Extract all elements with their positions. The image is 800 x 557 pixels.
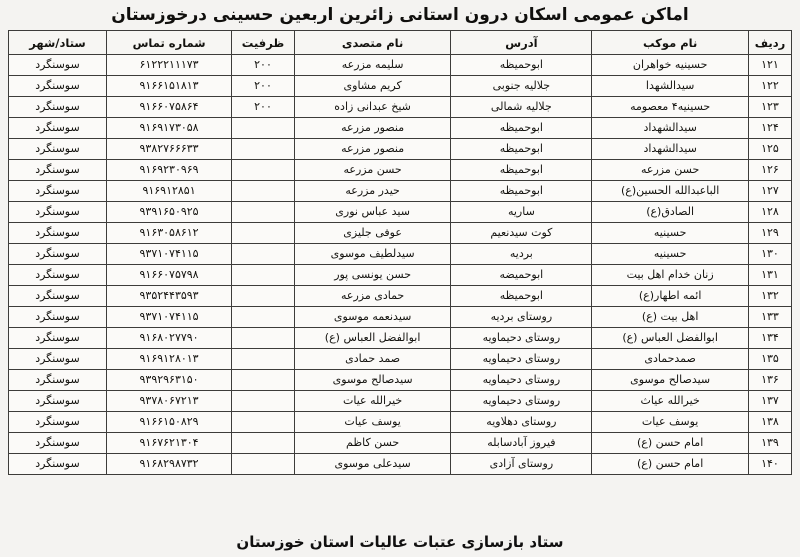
cell-city: سوسنگرد: [9, 307, 107, 328]
cell-manager-name: سیدصالح موسوی: [294, 370, 451, 391]
accommodation-table: [8, 30, 792, 475]
cell-manager-name: منصور مزرعه: [294, 118, 451, 139]
cell-manager-name: حیدر مزرعه: [294, 181, 451, 202]
table-row: [9, 118, 792, 139]
cell-manager-name: منصور مزرعه: [294, 139, 451, 160]
cell-row-number: ۱۲۱: [748, 55, 791, 76]
cell-address: روستای دهلاویه: [451, 412, 592, 433]
cell-phone: ۹۱۶۹۱۲۸۵۱: [106, 181, 231, 202]
cell-phone: ۹۱۶۹۱۷۳۰۵۸: [106, 118, 231, 139]
cell-capacity: [232, 328, 295, 349]
cell-city: سوسنگرد: [9, 286, 107, 307]
cell-address: ابوحمیضه: [451, 265, 592, 286]
cell-row-number: ۱۳۰: [748, 244, 791, 265]
column-header-phone: شماره تماس: [106, 31, 231, 55]
table-row: [9, 139, 792, 160]
cell-capacity: [232, 244, 295, 265]
table-row: [9, 328, 792, 349]
cell-manager-name: حسن یونسی پور: [294, 265, 451, 286]
cell-capacity: [232, 391, 295, 412]
cell-row-number: ۱۳۱: [748, 265, 791, 286]
cell-phone: ۹۳۷۸۰۶۷۲۱۳: [106, 391, 231, 412]
cell-city: سوسنگرد: [9, 181, 107, 202]
cell-city: سوسنگرد: [9, 349, 107, 370]
table-row: [9, 160, 792, 181]
cell-city: سوسنگرد: [9, 244, 107, 265]
cell-mowkeb-name: حسینیه خواهران: [592, 55, 749, 76]
cell-phone: ۹۳۹۲۹۶۳۱۵۰: [106, 370, 231, 391]
cell-phone: ۹۱۶۶۰۷۵۷۹۸: [106, 265, 231, 286]
cell-phone: ۹۱۶۹۱۲۸۰۱۳: [106, 349, 231, 370]
column-header-row-number: ردیف: [748, 31, 791, 55]
cell-manager-name: ابوالفضل العباس (ع): [294, 328, 451, 349]
cell-phone: ۶۱۲۲۲۱۱۱۷۳: [106, 55, 231, 76]
cell-address: ابوحمیظه: [451, 160, 592, 181]
table-row: [9, 265, 792, 286]
cell-address: ابوحمیظه: [451, 139, 592, 160]
cell-capacity: [232, 412, 295, 433]
table-row: [9, 244, 792, 265]
cell-phone: ۹۱۶۷۶۲۱۳۰۴: [106, 433, 231, 454]
cell-mowkeb-name: صمدحمادی: [592, 349, 749, 370]
table-row: [9, 223, 792, 244]
column-header-city: ستاد/شهر: [9, 31, 107, 55]
cell-manager-name: حمادی مزرعه: [294, 286, 451, 307]
cell-manager-name: سیدعلی موسوی: [294, 454, 451, 475]
cell-mowkeb-name: خیرالله عیاث: [592, 391, 749, 412]
cell-manager-name: شیخ عبدانی زاده: [294, 97, 451, 118]
cell-row-number: ۱۲۳: [748, 97, 791, 118]
cell-capacity: [232, 349, 295, 370]
column-header-manager-name: نام متصدی: [294, 31, 451, 55]
cell-row-number: ۱۳۴: [748, 328, 791, 349]
cell-city: سوسنگرد: [9, 223, 107, 244]
cell-row-number: ۱۳۸: [748, 412, 791, 433]
cell-mowkeb-name: سیدالشهدا: [592, 76, 749, 97]
table-row: [9, 370, 792, 391]
cell-phone: ۹۱۶۸۲۹۸۷۳۲: [106, 454, 231, 475]
table-row: [9, 55, 792, 76]
cell-mowkeb-name: ابوالفضل العباس (ع): [592, 328, 749, 349]
cell-city: سوسنگرد: [9, 139, 107, 160]
cell-mowkeb-name: زنان خدام اهل بیت: [592, 265, 749, 286]
cell-phone: ۹۱۶۳۰۵۸۶۱۲: [106, 223, 231, 244]
cell-phone: ۹۳۷۱۰۷۴۱۱۵: [106, 307, 231, 328]
cell-city: سوسنگرد: [9, 370, 107, 391]
table-header-row: [9, 31, 792, 55]
table-row: [9, 349, 792, 370]
cell-capacity: [232, 433, 295, 454]
cell-address: روستای بردیه: [451, 307, 592, 328]
cell-manager-name: کریم مشاوی: [294, 76, 451, 97]
cell-phone: ۹۱۶۶۱۵۰۸۲۹: [106, 412, 231, 433]
cell-row-number: ۱۲۶: [748, 160, 791, 181]
cell-city: سوسنگرد: [9, 97, 107, 118]
cell-manager-name: سیدنعمه موسوی: [294, 307, 451, 328]
cell-capacity: ۲۰۰: [232, 76, 295, 97]
table-body: [9, 55, 792, 475]
cell-mowkeb-name: سیدالشهداد: [592, 139, 749, 160]
cell-mowkeb-name: امام حسن (ع): [592, 433, 749, 454]
cell-mowkeb-name: اهل بیت (ع): [592, 307, 749, 328]
cell-manager-name: حسن مزرعه: [294, 160, 451, 181]
cell-row-number: ۱۲۸: [748, 202, 791, 223]
cell-mowkeb-name: حسن مزرعه: [592, 160, 749, 181]
table-row: [9, 433, 792, 454]
cell-manager-name: خیرالله عیات: [294, 391, 451, 412]
cell-capacity: [232, 307, 295, 328]
cell-address: جلالیه جنوبی: [451, 76, 592, 97]
cell-mowkeb-name: حسینیه: [592, 223, 749, 244]
cell-capacity: [232, 223, 295, 244]
cell-address: روستای دحیماویه: [451, 349, 592, 370]
table-row: [9, 181, 792, 202]
cell-capacity: [232, 181, 295, 202]
cell-address: ابوحمیظه: [451, 181, 592, 202]
cell-city: سوسنگرد: [9, 55, 107, 76]
cell-manager-name: سیدلطیف موسوی: [294, 244, 451, 265]
cell-row-number: ۱۳۹: [748, 433, 791, 454]
cell-mowkeb-name: یوسف عیات: [592, 412, 749, 433]
cell-mowkeb-name: ائمه اطهار(ع): [592, 286, 749, 307]
cell-capacity: [232, 160, 295, 181]
cell-manager-name: صمد حمادی: [294, 349, 451, 370]
cell-mowkeb-name: امام حسن (ع): [592, 454, 749, 475]
cell-row-number: ۱۳۷: [748, 391, 791, 412]
cell-row-number: ۱۳۶: [748, 370, 791, 391]
cell-city: سوسنگرد: [9, 118, 107, 139]
cell-row-number: ۱۲۴: [748, 118, 791, 139]
cell-capacity: [232, 454, 295, 475]
cell-mowkeb-name: حسینیه۴ معصومه: [592, 97, 749, 118]
cell-address: روستای دحیماویه: [451, 370, 592, 391]
cell-phone: ۹۳۹۱۶۵۰۹۲۵: [106, 202, 231, 223]
cell-address: ابوحمیظه: [451, 286, 592, 307]
cell-city: سوسنگرد: [9, 454, 107, 475]
cell-manager-name: سلیمه مزرعه: [294, 55, 451, 76]
cell-address: کوت سیدنعیم: [451, 223, 592, 244]
cell-row-number: ۱۲۷: [748, 181, 791, 202]
column-header-mowkeb-name: نام موکب: [592, 31, 749, 55]
cell-capacity: [232, 265, 295, 286]
cell-mowkeb-name: سیدالشهداد: [592, 118, 749, 139]
cell-mowkeb-name: حسینیه: [592, 244, 749, 265]
table-row: [9, 454, 792, 475]
cell-address: ابوحمیظه: [451, 55, 592, 76]
cell-phone: ۹۱۶۸۰۲۷۷۹۰: [106, 328, 231, 349]
column-header-address: آدرس: [451, 31, 592, 55]
cell-row-number: ۱۲۵: [748, 139, 791, 160]
cell-capacity: [232, 202, 295, 223]
cell-phone: ۹۳۸۲۷۶۶۶۳۳: [106, 139, 231, 160]
cell-address: ابوحمیظه: [451, 118, 592, 139]
cell-capacity: [232, 370, 295, 391]
cell-mowkeb-name: الباعبدالله الحسین(ع): [592, 181, 749, 202]
cell-manager-name: سید عباس نوری: [294, 202, 451, 223]
table-row: [9, 97, 792, 118]
cell-city: سوسنگرد: [9, 160, 107, 181]
cell-city: سوسنگرد: [9, 412, 107, 433]
page-footer: ستاد بازسازی عتبات عالیات استان خوزستان: [236, 533, 564, 551]
cell-phone: ۹۱۶۹۲۳۰۹۶۹: [106, 160, 231, 181]
cell-capacity: [232, 286, 295, 307]
cell-city: سوسنگرد: [9, 328, 107, 349]
table-row: [9, 286, 792, 307]
cell-row-number: ۱۳۲: [748, 286, 791, 307]
cell-capacity: ۲۰۰: [232, 55, 295, 76]
cell-capacity: ۲۰۰: [232, 97, 295, 118]
cell-phone: ۹۱۶۶۱۵۱۸۱۳: [106, 76, 231, 97]
cell-address: جلالیه شمالی: [451, 97, 592, 118]
cell-city: سوسنگرد: [9, 76, 107, 97]
table-row: [9, 76, 792, 97]
cell-mowkeb-name: الصادق(ع): [592, 202, 749, 223]
cell-phone: ۹۱۶۶۰۷۵۸۶۴: [106, 97, 231, 118]
cell-row-number: ۱۲۹: [748, 223, 791, 244]
cell-address: بردیه: [451, 244, 592, 265]
cell-city: سوسنگرد: [9, 391, 107, 412]
cell-capacity: [232, 139, 295, 160]
cell-address: روستای دحیماویه: [451, 328, 592, 349]
column-header-capacity: ظرفیت: [232, 31, 295, 55]
cell-city: سوسنگرد: [9, 202, 107, 223]
cell-manager-name: یوسف عیات: [294, 412, 451, 433]
cell-phone: ۹۳۷۱۰۷۴۱۱۵: [106, 244, 231, 265]
cell-address: روستای آزادی: [451, 454, 592, 475]
table-container: [0, 30, 800, 529]
cell-address: فیروز آبادسابله: [451, 433, 592, 454]
table-row: [9, 412, 792, 433]
table-row: [9, 391, 792, 412]
cell-city: سوسنگرد: [9, 265, 107, 286]
cell-city: سوسنگرد: [9, 433, 107, 454]
table-row: [9, 307, 792, 328]
cell-capacity: [232, 118, 295, 139]
cell-manager-name: حسن کاظم: [294, 433, 451, 454]
table-row: [9, 202, 792, 223]
cell-row-number: ۱۳۳: [748, 307, 791, 328]
cell-row-number: ۱۲۲: [748, 76, 791, 97]
cell-row-number: ۱۴۰: [748, 454, 791, 475]
cell-address: روستای دحیماویه: [451, 391, 592, 412]
page-title: اماکن عمومی اسکان درون استانی زائرین اربعین حسینی درخوزستان: [111, 5, 689, 25]
cell-address: ساریه: [451, 202, 592, 223]
cell-row-number: ۱۳۵: [748, 349, 791, 370]
cell-mowkeb-name: سیدصالح موسوی: [592, 370, 749, 391]
cell-phone: ۹۳۵۲۴۴۳۵۹۳: [106, 286, 231, 307]
cell-manager-name: عوفی جلیزی: [294, 223, 451, 244]
